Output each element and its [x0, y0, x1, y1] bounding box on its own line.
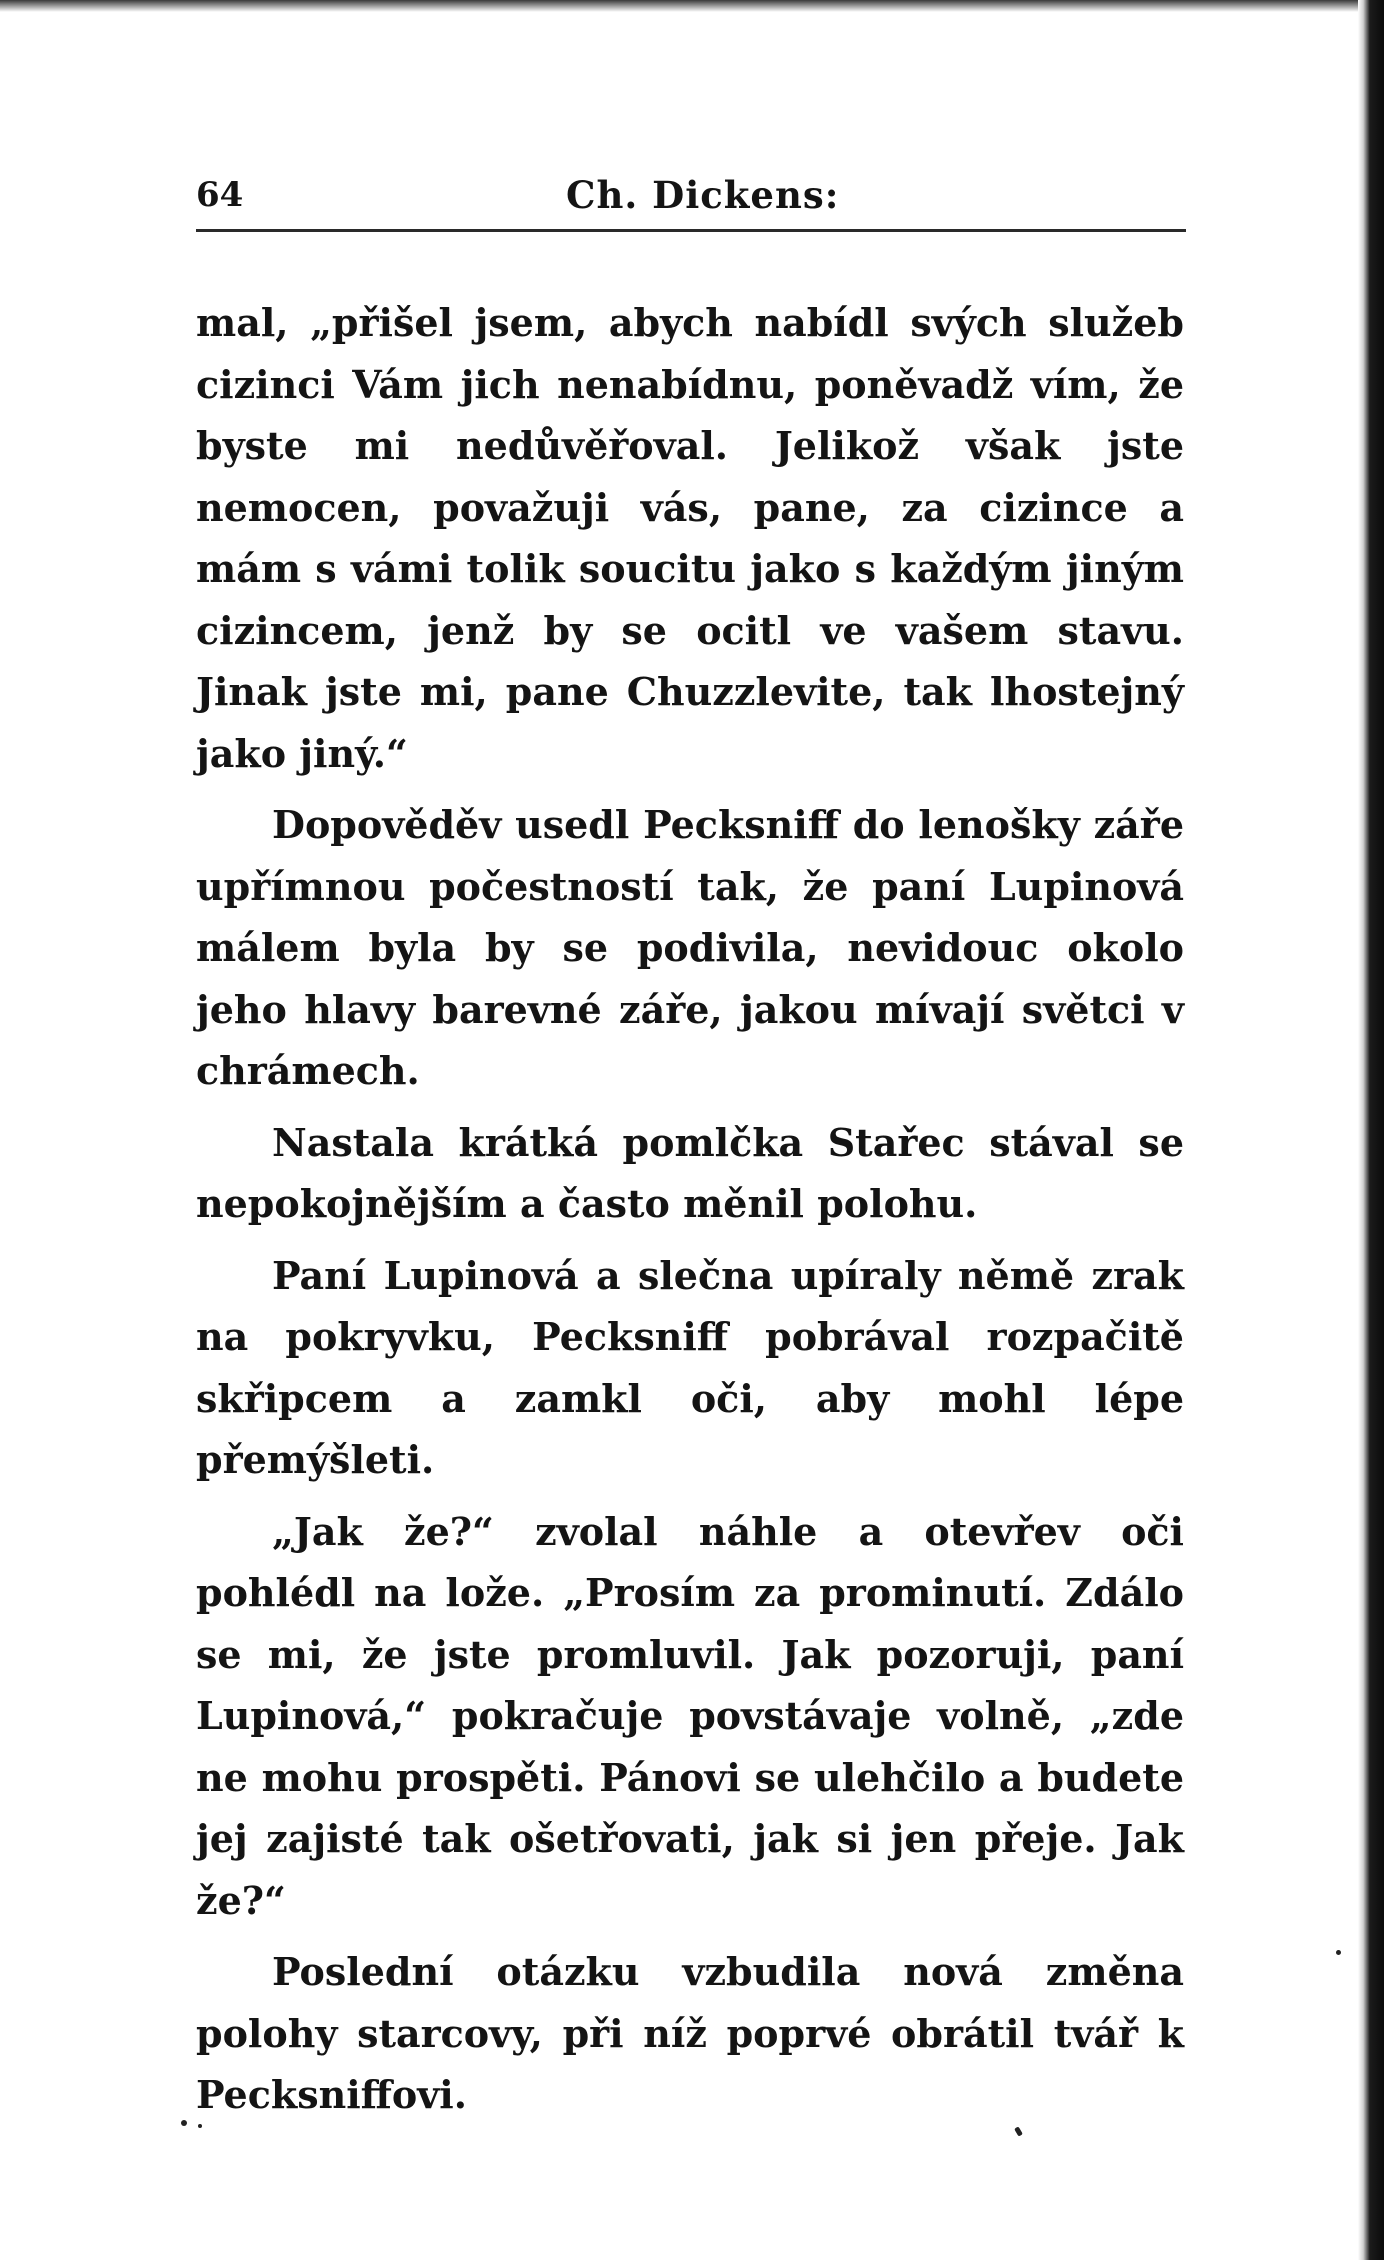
page-edge-shadow-top [0, 0, 1384, 12]
paragraph-5: „Jak že?“ zvolal náhle a otevřev oči pohlédl na lože. „Prosím za prominutí. Zdálo se mi, že jste promluvil. Jak pozoruji, paní Lupinová,“ pokračuje povstávaje volně, „zde ne mohu prospěti. Pánovi se ulehčilo a budete jej zajisté tak ošetřovati, jak si jen přeje. Jak že?“ [196, 1508, 1184, 1923]
paragraph-3: Nastala krátká pomlčka Stařec stával se nepokojnějším a často měnil polohu. [196, 1119, 1184, 1226]
page-edge-shadow-right [1358, 0, 1384, 2260]
running-head: Ch. Dickens: [566, 173, 840, 217]
ink-speck [198, 2124, 202, 2128]
ink-speck [181, 2120, 187, 2126]
header-rule [196, 229, 1186, 232]
paragraph-6: Poslední otázku vzbudila nová změna polohy starcovy, při níž poprvé obrátil tvář k Pecksniffovi. [196, 1949, 1184, 2117]
paragraph-1: mal, „přišel jsem, abych nabídl svých služeb cizinci Vám jich nenabídnu, poněvadž vím, že byste mi nedůvěřoval. Jelikož však jste nemocen, považuji vás, pane, za cizince a mám s vámi tolik soucitu jako s každým jiným cizincem, jenž by se ocitl ve vašem stavu. Jinak jste mi, pane Chuzzlevite, tak lhostejný jako jiný.“ [196, 300, 1184, 776]
page-header [196, 170, 1184, 220]
text-body [196, 292, 1184, 2136]
paragraph-2: Dopověděv usedl Pecksniff do lenošky záře upřímnou počestností tak, že paní Lupinová málem byla by se podivila, nevidouc okolo jeho hlavy barevné záře, jakou mívají světci v chrámech. [196, 802, 1184, 1093]
ink-speck [1336, 1950, 1341, 1955]
page-number: 64 [196, 175, 244, 215]
paragraph-4: Paní Lupinová a slečna upíraly němě zrak na pokryvku, Pecksniff pobrával rozpačitě skřipcem a zamkl oči, aby mohl lépe přemýšleti. [196, 1252, 1184, 1482]
